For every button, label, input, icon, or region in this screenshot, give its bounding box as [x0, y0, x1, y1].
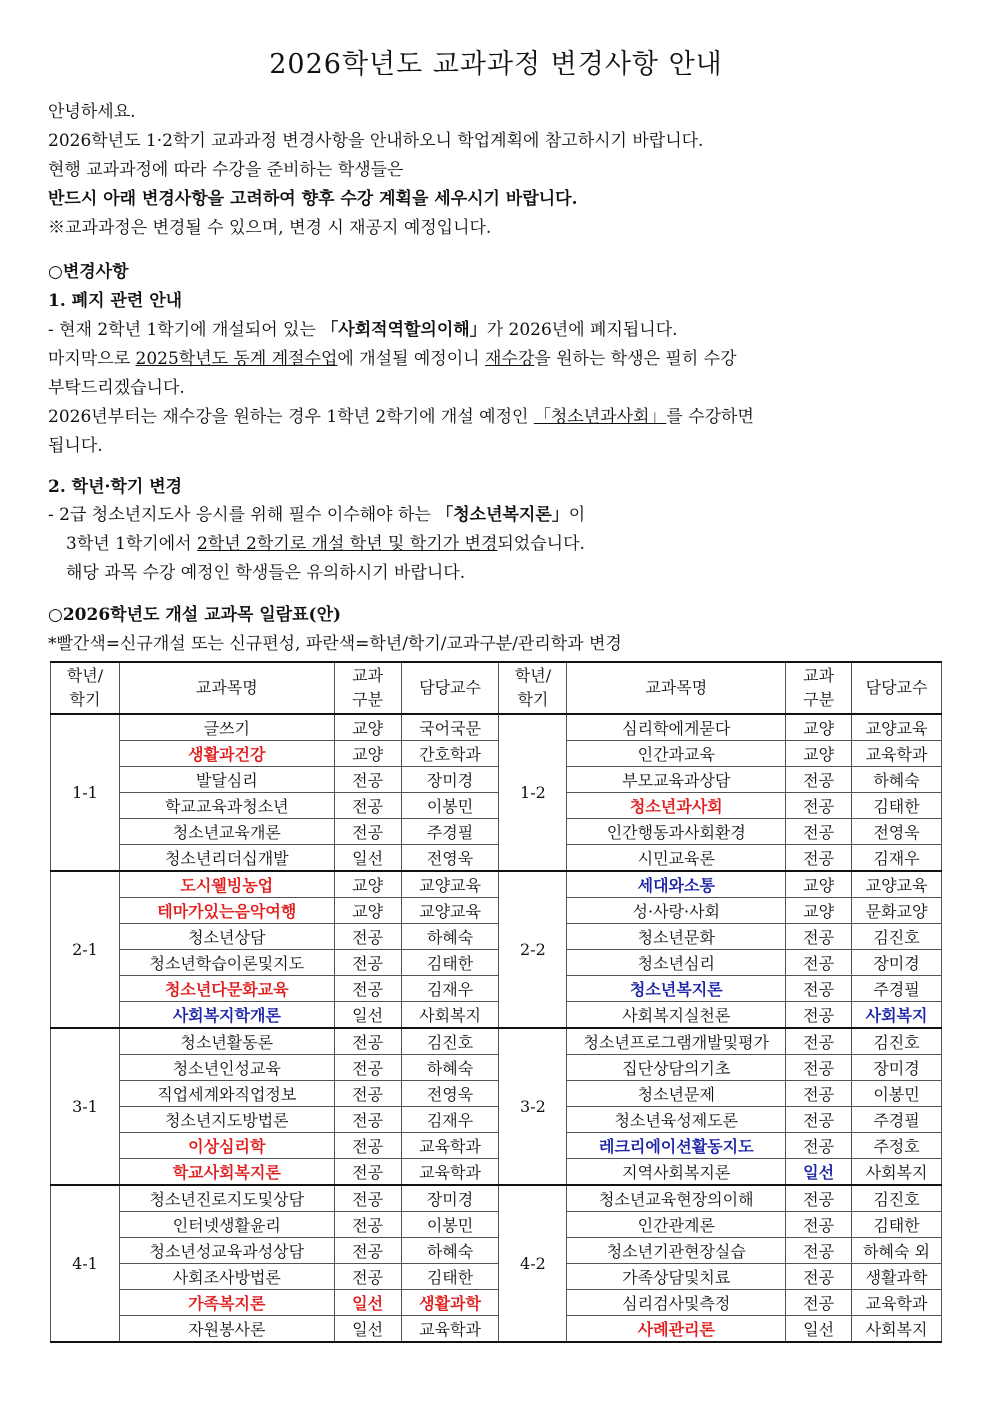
course-name-cell: 심리학에게묻다: [567, 714, 786, 741]
professor-cell: 장미경: [852, 1055, 942, 1081]
professor-cell: 이봉민: [852, 1081, 942, 1107]
professor-cell: 하혜숙: [401, 924, 499, 950]
professor-cell: 하혜숙: [401, 1238, 499, 1264]
course-name-cell: 레크리에이션활동지도: [567, 1133, 786, 1159]
course-name-cell: 청소년복지론: [567, 976, 786, 1002]
course-name-cell: 직업세계와직업정보: [119, 1081, 334, 1107]
table-row: [51, 714, 942, 741]
professor-cell: 김진호: [852, 1185, 942, 1212]
category-cell: 전공: [786, 1081, 852, 1107]
term-cell: 1-2: [499, 714, 567, 871]
course-name-cell: 청소년육성제도론: [567, 1107, 786, 1133]
category-cell: 교양: [786, 898, 852, 924]
course-name-cell: 시민교육론: [567, 845, 786, 872]
category-cell: 교양: [786, 714, 852, 741]
col-header: [119, 662, 334, 714]
category-cell: 일선: [334, 845, 401, 872]
term-group: [51, 1185, 942, 1342]
header-text: 담당교수: [419, 678, 481, 697]
underlined-course: 「청소년과사회」: [533, 407, 667, 427]
table-row: [51, 1159, 942, 1186]
course-name-cell: 학교사회복지론: [119, 1159, 334, 1186]
col-header: [51, 662, 120, 714]
professor-cell: 교육학과: [401, 1133, 499, 1159]
professor-cell: 김재우: [852, 845, 942, 872]
table-row: [51, 793, 942, 819]
course-name-cell: 생활과건강: [119, 741, 334, 767]
course-name-cell: 청소년기관현장실습: [567, 1238, 786, 1264]
course-name-cell: 청소년리더십개발: [119, 845, 334, 872]
course-name-cell: 사회조사방법론: [119, 1264, 334, 1290]
text: 을 원하는 학생은 필히 수강: [534, 349, 737, 369]
text: 에 개설될 예정이니: [337, 349, 485, 369]
table-row: [51, 924, 942, 950]
table-row: [51, 1133, 942, 1159]
col-header: [334, 662, 401, 714]
header-text: 교과 구분: [352, 666, 384, 709]
course-name-cell: 성·사랑·사회: [567, 898, 786, 924]
course-name-cell: 집단상담의기초: [567, 1055, 786, 1081]
professor-cell: 문화교양: [852, 898, 942, 924]
underlined-text: 재수강: [484, 349, 535, 369]
course-table: [50, 661, 942, 1343]
professor-cell: 장미경: [401, 1185, 499, 1212]
col-header: [401, 662, 499, 714]
category-cell: 전공: [786, 1264, 852, 1290]
professor-cell: 교양교육: [401, 871, 499, 898]
course-name-cell: 청소년인성교육: [119, 1055, 334, 1081]
table-row: [51, 767, 942, 793]
text: 를 수강하면: [666, 407, 754, 427]
table-row: [51, 1264, 942, 1290]
professor-cell: 김진호: [852, 1028, 942, 1055]
table-row: [51, 1055, 942, 1081]
category-cell: 전공: [786, 950, 852, 976]
text: - 현재 2학년 1학기에 개설되어 있는: [48, 320, 322, 340]
category-cell: 전공: [786, 1002, 852, 1029]
category-cell: 전공: [786, 1290, 852, 1316]
category-cell: 전공: [786, 1185, 852, 1212]
course-name-cell: 청소년활동론: [119, 1028, 334, 1055]
term-cell: 1-1: [51, 714, 120, 871]
category-cell: 전공: [786, 1238, 852, 1264]
course-name-cell: 이상심리학: [119, 1133, 334, 1159]
category-cell: 일선: [334, 1290, 401, 1316]
category-cell: 전공: [334, 1133, 401, 1159]
professor-cell: 하혜숙: [852, 767, 942, 793]
category-cell: 전공: [334, 1212, 401, 1238]
underlined-text: 2학년 2학기로 개설 학년 및 학기가 변경: [196, 534, 498, 554]
category-cell: 교양: [334, 898, 401, 924]
course-name-cell: 사회복지학개론: [119, 1002, 334, 1029]
header-text: 교과 구분: [803, 666, 835, 709]
category-cell: 전공: [786, 1107, 852, 1133]
course-name-cell: 사회복지실천론: [567, 1002, 786, 1029]
category-cell: 전공: [786, 793, 852, 819]
table-heading: ○2026학년도 개설 교과목 일람표(안): [48, 605, 342, 625]
term-cell: 2-2: [499, 871, 567, 1028]
term-cell: 3-2: [499, 1028, 567, 1185]
course-name-cell: 인터넷생활윤리: [119, 1212, 334, 1238]
category-cell: 전공: [334, 1238, 401, 1264]
underlined-text: 2025학년도 동계 계절수업: [135, 349, 338, 369]
professor-cell: 전영욱: [401, 1081, 499, 1107]
table-row: [51, 1316, 942, 1343]
category-cell: 전공: [334, 767, 401, 793]
sec2-para-3: 해당 과목 수강 예정인 학생들은 유의하시기 바랍니다.: [66, 563, 466, 583]
category-cell: 전공: [334, 950, 401, 976]
header-text: 교과목명: [645, 678, 708, 697]
col-header: [567, 662, 786, 714]
col-header: [852, 662, 942, 714]
table-row: [51, 1238, 942, 1264]
professor-cell: 사회복지: [401, 1002, 499, 1029]
course-name-cell: 청소년프로그램개발및평가: [567, 1028, 786, 1055]
table-row: [51, 741, 942, 767]
intro-line-3: 현행 교과과정에 따라 수강을 준비하는 학생들은: [48, 160, 404, 180]
sec2-para-1: [48, 500, 585, 525]
text: - 2급 청소년지도사 응시를 위해 필수 이수해야 하는: [48, 505, 437, 525]
term-cell: 3-1: [51, 1028, 120, 1185]
term-cell: 4-1: [51, 1185, 120, 1342]
table-row: [51, 819, 942, 845]
course-name: 「청소년복지론」: [436, 505, 569, 525]
professor-cell: 김재우: [401, 976, 499, 1002]
table-header-row: [51, 662, 942, 714]
category-cell: 전공: [334, 1107, 401, 1133]
intro-line-2: 2026학년도 1·2학기 교과과정 변경사항을 안내하오니 학업계획에 참고하시기 바랍니다.: [48, 131, 704, 151]
professor-cell: 주경필: [401, 819, 499, 845]
category-cell: 일선: [786, 1159, 852, 1186]
professor-cell: 김태한: [852, 1212, 942, 1238]
category-cell: 전공: [334, 1081, 401, 1107]
professor-cell: 김진호: [852, 924, 942, 950]
professor-cell: 교육학과: [401, 1159, 499, 1186]
text: 되었습니다.: [497, 534, 585, 554]
table-row: [51, 1185, 942, 1212]
changes-heading: ○변경사항: [48, 262, 129, 282]
course-name-cell: 청소년과사회: [567, 793, 786, 819]
professor-cell: 장미경: [401, 767, 499, 793]
table-row: [51, 1290, 942, 1316]
category-cell: 전공: [786, 976, 852, 1002]
sec1-title: 1. 폐지 관련 안내: [48, 291, 183, 311]
text: 3학년 1학기에서: [66, 534, 197, 554]
sec1-para-2: [48, 344, 737, 369]
course-name-cell: 청소년지도방법론: [119, 1107, 334, 1133]
table-row: [51, 871, 942, 898]
category-cell: 교양: [334, 741, 401, 767]
intro-line-5: ※교과과정은 변경될 수 있으며, 변경 시 재공지 예정입니다.: [48, 218, 492, 238]
category-cell: 일선: [334, 1316, 401, 1343]
course-name-cell: 인간행동과사회환경: [567, 819, 786, 845]
professor-cell: 전영욱: [852, 819, 942, 845]
professor-cell: 국어국문: [401, 714, 499, 741]
header-text: 학년/ 학기: [66, 666, 104, 709]
table-row: [51, 976, 942, 1002]
col-header: [499, 662, 567, 714]
professor-cell: 교육학과: [852, 741, 942, 767]
term-group: [51, 1028, 942, 1185]
course-name-cell: 도시웰빙농업: [119, 871, 334, 898]
text: 가 2026년에 폐지됩니다.: [486, 320, 678, 340]
course-name-cell: 청소년상담: [119, 924, 334, 950]
category-cell: 전공: [334, 1185, 401, 1212]
professor-cell: 교양교육: [852, 714, 942, 741]
category-cell: 전공: [334, 924, 401, 950]
sec2-para-2: [66, 529, 585, 554]
text: 마지막으로: [48, 349, 136, 369]
category-cell: 전공: [786, 1212, 852, 1238]
professor-cell: 김진호: [401, 1028, 499, 1055]
course-name-cell: 자원봉사론: [119, 1316, 334, 1343]
professor-cell: 사회복지: [852, 1316, 942, 1343]
professor-cell: 하혜숙 외: [852, 1238, 942, 1264]
category-cell: 전공: [334, 1159, 401, 1186]
professor-cell: 교육학과: [401, 1316, 499, 1343]
table-row: [51, 1028, 942, 1055]
category-cell: 전공: [334, 976, 401, 1002]
course-name-cell: 지역사회복지론: [567, 1159, 786, 1186]
table-row: [51, 1107, 942, 1133]
category-cell: 전공: [334, 1264, 401, 1290]
professor-cell: 하혜숙: [401, 1055, 499, 1081]
category-cell: 전공: [786, 767, 852, 793]
professor-cell: 김태한: [401, 950, 499, 976]
course-name-cell: 청소년심리: [567, 950, 786, 976]
sec1-para-1: [48, 315, 678, 340]
course-name-cell: 청소년문제: [567, 1081, 786, 1107]
sec1-para-4: [48, 402, 754, 427]
intro-line-4: 반드시 아래 변경사항을 고려하여 향후 수강 계획을 세우시기 바랍니다.: [48, 189, 578, 209]
category-cell: 전공: [786, 819, 852, 845]
header-text: 학년/ 학기: [514, 666, 552, 709]
professor-cell: 주정호: [852, 1133, 942, 1159]
course-name-cell: 테마가있는음악여행: [119, 898, 334, 924]
term-cell: 4-2: [499, 1185, 567, 1342]
course-name-cell: 청소년다문화교육: [119, 976, 334, 1002]
professor-cell: 생활과학: [852, 1264, 942, 1290]
course-name-cell: 청소년학습이론및지도: [119, 950, 334, 976]
professor-cell: 교양교육: [401, 898, 499, 924]
term-group: [51, 871, 942, 1028]
course-name-cell: 발달심리: [119, 767, 334, 793]
table-row: [51, 1212, 942, 1238]
professor-cell: 장미경: [852, 950, 942, 976]
table-row: [51, 1081, 942, 1107]
course-name-cell: 청소년문화: [567, 924, 786, 950]
category-cell: 일선: [334, 1002, 401, 1029]
category-cell: 교양: [786, 741, 852, 767]
professor-cell: 주경필: [852, 976, 942, 1002]
professor-cell: 김재우: [401, 1107, 499, 1133]
category-cell: 전공: [786, 924, 852, 950]
course-name: 「사회적역할의이해」: [321, 320, 487, 340]
table-row: [51, 898, 942, 924]
header-text: 담당교수: [865, 678, 928, 697]
course-name-cell: 학교교육과청소년: [119, 793, 334, 819]
intro-line-1: 안녕하세요.: [48, 102, 136, 122]
term-cell: 2-1: [51, 871, 120, 1028]
professor-cell: 김태한: [401, 1264, 499, 1290]
course-name-cell: 사례관리론: [567, 1316, 786, 1343]
professor-cell: 사회복지: [852, 1002, 942, 1029]
text: 2026년부터는 재수강을 원하는 경우 1학년 2학기에 개설 예정인: [48, 407, 534, 427]
sec1-para-5: 됩니다.: [48, 436, 103, 456]
category-cell: 전공: [786, 1133, 852, 1159]
category-cell: 전공: [786, 1028, 852, 1055]
table-row: [51, 950, 942, 976]
course-name-cell: 청소년진로지도및상담: [119, 1185, 334, 1212]
sec1-para-3: 부탁드리겠습니다.: [48, 378, 185, 398]
table-row: [51, 1002, 942, 1029]
course-name-cell: 가족상담및치료: [567, 1264, 786, 1290]
course-name-cell: 청소년교육개론: [119, 819, 334, 845]
professor-cell: 교양교육: [852, 871, 942, 898]
category-cell: 교양: [786, 871, 852, 898]
category-cell: 교양: [334, 871, 401, 898]
professor-cell: 교육학과: [852, 1290, 942, 1316]
text: 이: [568, 505, 586, 525]
course-name-cell: 심리검사및측정: [567, 1290, 786, 1316]
category-cell: 전공: [334, 1055, 401, 1081]
professor-cell: 주경필: [852, 1107, 942, 1133]
course-name-cell: 가족복지론: [119, 1290, 334, 1316]
category-cell: 전공: [334, 1028, 401, 1055]
professor-cell: 사회복지: [852, 1159, 942, 1186]
course-name-cell: 글쓰기: [119, 714, 334, 741]
professor-cell: 전영욱: [401, 845, 499, 872]
course-name-cell: 청소년성교육과성상담: [119, 1238, 334, 1264]
professor-cell: 간호학과: [401, 741, 499, 767]
course-name-cell: 인간관계론: [567, 1212, 786, 1238]
page-title: 2026학년도 교과과정 변경사항 안내: [269, 49, 723, 80]
course-name-cell: 청소년교육현장의이해: [567, 1185, 786, 1212]
header-text: 교과목명: [195, 678, 258, 697]
table-row: [51, 845, 942, 872]
professor-cell: 김태한: [852, 793, 942, 819]
course-name-cell: 세대와소통: [567, 871, 786, 898]
category-cell: 전공: [786, 1055, 852, 1081]
category-cell: 전공: [334, 819, 401, 845]
table-legend: *빨간색=신규개설 또는 신규편성, 파란색=학년/학기/교과구분/관리학과 변경: [48, 634, 622, 654]
professor-cell: 이봉민: [401, 1212, 499, 1238]
course-name-cell: 인간과교육: [567, 741, 786, 767]
term-group: [51, 714, 942, 871]
category-cell: 전공: [334, 793, 401, 819]
col-header: [786, 662, 852, 714]
course-name-cell: 부모교육과상담: [567, 767, 786, 793]
professor-cell: 생활과학: [401, 1290, 499, 1316]
category-cell: 전공: [786, 845, 852, 872]
sec2-title: 2. 학년·학기 변경: [48, 477, 183, 497]
category-cell: 일선: [786, 1316, 852, 1343]
professor-cell: 이봉민: [401, 793, 499, 819]
category-cell: 교양: [334, 714, 401, 741]
